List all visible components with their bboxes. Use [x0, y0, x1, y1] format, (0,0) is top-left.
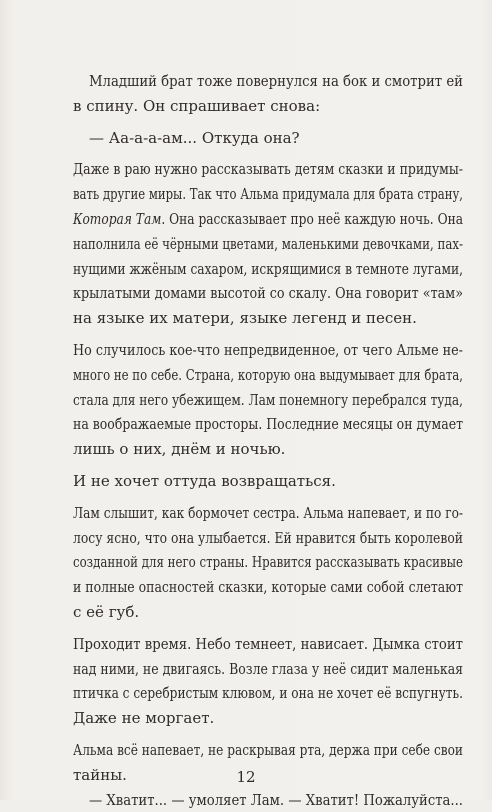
text-line: на языке их матери, языке легенд и песен. — [73, 309, 417, 328]
text-line: тайны. — [73, 765, 127, 784]
text-line: с её губ. — [73, 602, 140, 621]
text-line: Даже в раю нужно рассказывать детям сказки и придумы- — [73, 160, 463, 179]
text-line: Лам слышит, как бормочет сестра. Альма напевает, и по го- — [73, 503, 463, 522]
italic-country-name: Которая Там — [73, 209, 162, 228]
text-line: — Аа-а-а-ам... Откуда она? — [89, 128, 300, 147]
text-line: на воображаемые просторы. Последние месяцы он думает — [73, 415, 463, 434]
text-line — [73, 207, 463, 232]
text-line-rest: . Она рассказывает про неё каждую ночь. Она — [161, 209, 464, 228]
text-line: птичка с серебристым клювом, и она не хочет её вспугнуть. — [73, 684, 463, 703]
text-line: Проходит время. Небо темнеет, нависает. Дымка стоит — [73, 634, 463, 653]
text-line: вать другие миры. Так что Альма придумала для брата страну, — [73, 185, 463, 204]
text-line: лишь о них, днём и ночью. — [73, 440, 286, 459]
text-line: стала для него убежищем. Лам понемногу перебрался туда, — [73, 390, 463, 409]
text-line: И не хочет оттуда возвращаться. — [73, 471, 336, 490]
text-line: лосу ясно, что она улыбается. Ей нравится быть королевой — [73, 528, 463, 547]
text-line: и полные опасностей сказки, которые сами собой слетают — [73, 578, 463, 597]
text-line: над ними, не двигаясь. Возле глаза у неё сидит маленькая — [73, 659, 463, 678]
text-line: Даже не моргает. — [73, 709, 215, 728]
text-line: Младший брат тоже повернулся на бок и смотрит ей — [89, 72, 463, 90]
text-line: — Хватит... — умоляет Лам. — Хватит! Пожалуйста... — [89, 790, 463, 809]
text-line: созданной для него страны. Нравится рассказывать красивые — [73, 553, 463, 572]
text-line: наполнила её чёрными цветами, маленькими девочками, пах- — [73, 234, 463, 253]
text-line: Но случилось кое-что непредвиденное, от чего Альме не- — [73, 340, 463, 359]
text-line: в спину. Он спрашивает снова: — [73, 96, 321, 115]
page-number: 12 — [236, 768, 256, 786]
text-line: крылатыми домами высотой со скалу. Она говорит «там» — [73, 284, 463, 303]
text-line: нущими жжёным сахаром, искрящимися в темноте лугами, — [73, 259, 463, 278]
text-line: Альма всё напевает, не раскрывая рта, держа при себе свои — [73, 740, 463, 759]
body-text — [73, 69, 463, 812]
text-line: много не по себе. Страна, которую она выдумывает для брата, — [73, 365, 463, 384]
